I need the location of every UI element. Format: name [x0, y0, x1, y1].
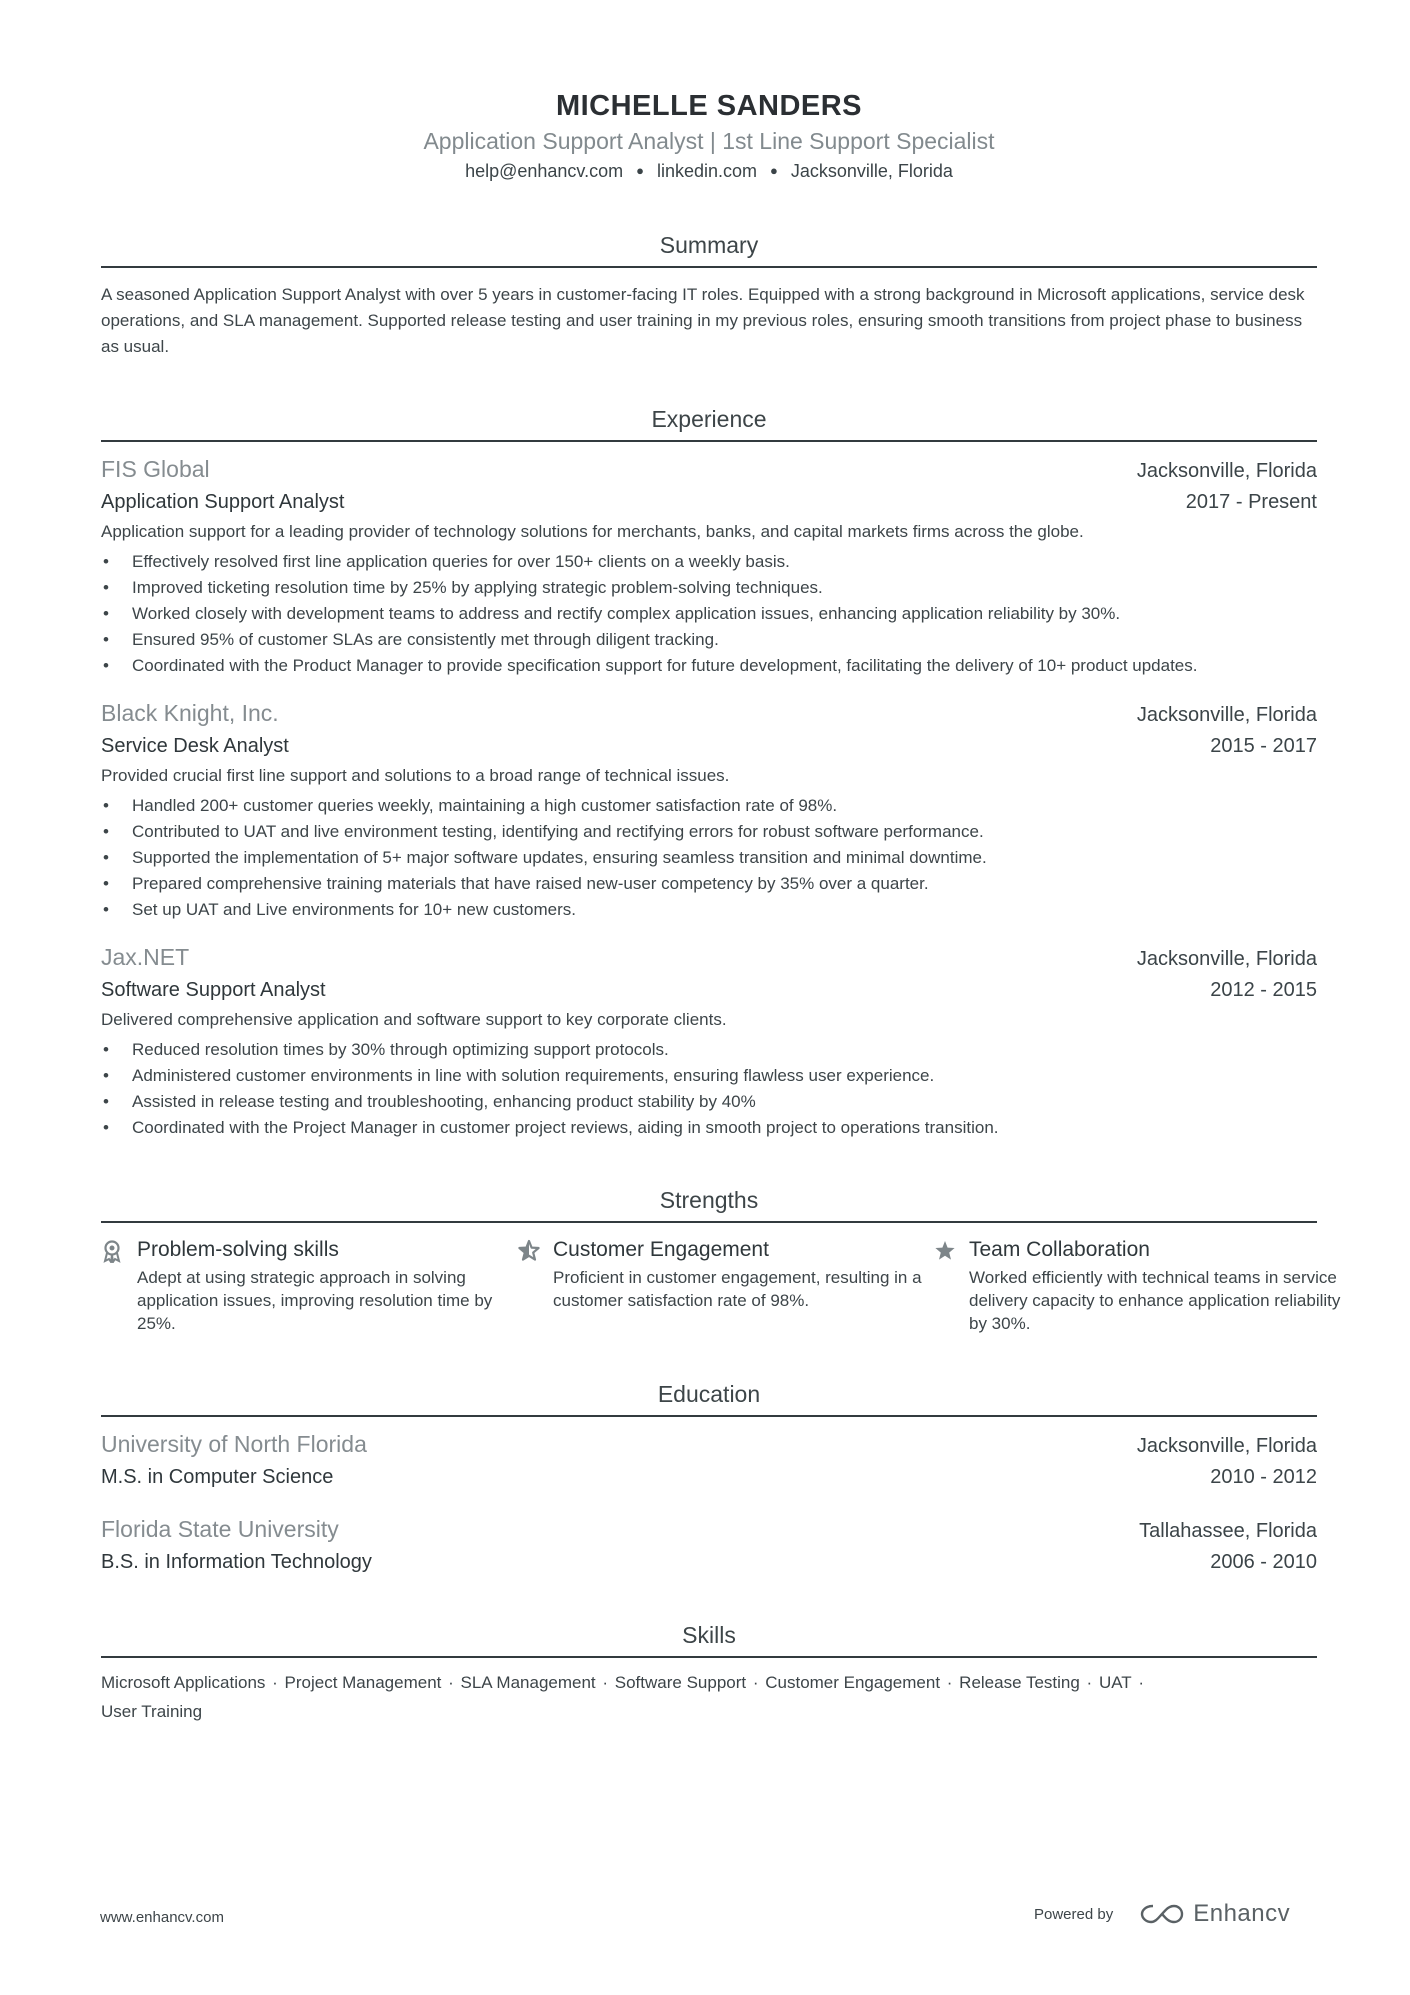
- skill-item: Project Management: [284, 1673, 442, 1692]
- degree: B.S. in Information Technology: [101, 1551, 372, 1573]
- summary-text: A seasoned Application Support Analyst with over 5 years in customer-facing IT roles. Equipped with a strong background in Microsoft applications, service desk operations, and SLA management. Supported release testing and user training in my previous roles, ensuring smooth transitions from project phase to business as usual.: [101, 285, 1305, 356]
- education-heading: Education: [101, 1379, 1317, 1417]
- job-title: Application Support Analyst: [101, 491, 345, 513]
- bullet-item: • Supported the implementation of 5+ major software updates, ensuring seamless transition and minimal downtime.: [101, 845, 1317, 871]
- experience-entry: [101, 942, 1317, 1141]
- skill-item: Software Support: [614, 1673, 747, 1692]
- strength-description: Proficient in customer engagement, resulting in a customer satisfaction rate of 98%.: [553, 1268, 922, 1310]
- job-description: Application support for a leading provider of technology solutions for merchants, banks, and capital markets firms across the globe.: [101, 522, 1084, 541]
- footer-website-link[interactable]: www.enhancv.com: [100, 1909, 224, 1926]
- bullet-item: • Prepared comprehensive training materials that have raised new-user competency by 35% over a quarter.: [101, 871, 1317, 897]
- skill-item: Release Testing: [959, 1673, 1080, 1692]
- job-description: Delivered comprehensive application and software support to key corporate clients.: [101, 1010, 727, 1029]
- strength-item: [933, 1235, 1349, 1335]
- job-bullets: [101, 1037, 1317, 1141]
- skill-item: UAT: [1098, 1673, 1132, 1692]
- location-text: Jacksonville, Florida: [790, 161, 953, 181]
- education-dates: 2006 - 2010: [1210, 1551, 1317, 1573]
- school-name: University of North Florida: [101, 1431, 367, 1457]
- bullet-item: • Ensured 95% of customer SLAs are consistently met through diligent tracking.: [101, 627, 1317, 653]
- job-bullets: [101, 549, 1317, 679]
- company-name: Black Knight, Inc.: [101, 700, 279, 726]
- candidate-name: MICHELLE SANDERS: [555, 90, 863, 122]
- summary-heading: Summary: [101, 230, 1317, 268]
- skill-item: Customer Engagement: [765, 1673, 941, 1692]
- job-dates: 2017 - Present: [1185, 491, 1317, 513]
- education-entry: [101, 1429, 1317, 1493]
- job-bullets: [101, 793, 1317, 923]
- job-description: Provided crucial first line support and solutions to a broad range of technical issues.: [101, 766, 730, 785]
- job-title: Service Desk Analyst: [101, 735, 289, 757]
- job-title: Software Support Analyst: [101, 979, 326, 1001]
- strengths-list: [101, 1235, 1341, 1335]
- bullet-item: • Reduced resolution times by 30% through optimizing support protocols.: [101, 1037, 1317, 1063]
- education-dates: 2010 - 2012: [1210, 1466, 1317, 1488]
- separator-dot: ●: [770, 163, 778, 178]
- job-dates: 2012 - 2015: [1210, 979, 1317, 1001]
- bullet-item: • Assisted in release testing and troubleshooting, enhancing product stability by 40%: [101, 1089, 1317, 1115]
- bullet-item: • Coordinated with the Project Manager in customer project reviews, aiding in smooth project to operations transition.: [101, 1115, 1317, 1141]
- strength-name: Team Collaboration: [969, 1238, 1150, 1261]
- linkedin-link[interactable]: linkedin.com: [656, 161, 757, 181]
- strength-description: Worked efficiently with technical teams in service delivery capacity to enhance application reliability by 30%.: [969, 1268, 1341, 1333]
- footer-branding: [1034, 1900, 1290, 1928]
- company-name: Jax.NET: [101, 944, 190, 970]
- resume-header: [101, 0, 1317, 186]
- award-icon: [101, 1235, 137, 1335]
- strength-item: [101, 1235, 517, 1335]
- skill-item: User Training: [101, 1702, 203, 1721]
- bullet-item: • Improved ticketing resolution time by 25% by applying strategic problem-solving techniques.: [101, 575, 1317, 601]
- contact-line: [101, 158, 1317, 186]
- star-outline-icon: [517, 1235, 553, 1335]
- bullet-item: • Contributed to UAT and live environment testing, identifying and rectifying errors for robust software performance.: [101, 819, 1317, 845]
- bullet-item: • Handled 200+ customer queries weekly, maintaining a high customer satisfaction rate of 98%.: [101, 793, 1317, 819]
- resume-page: [101, 0, 1341, 1726]
- degree: M.S. in Computer Science: [101, 1466, 334, 1488]
- job-dates: 2015 - 2017: [1210, 735, 1317, 757]
- job-location: Jacksonville, Florida: [1136, 460, 1317, 482]
- strength-name: Customer Engagement: [553, 1238, 769, 1261]
- school-location: Tallahassee, Florida: [1139, 1520, 1317, 1542]
- skills-list: Microsoft Applications · Project Management · SLA Management · Software Support · Customer Engagement · Release Testing · UAT · User Training: [101, 1673, 1145, 1721]
- separator-dot: ●: [636, 163, 644, 178]
- bullet-item: • Worked closely with development teams to address and rectify complex application issues, enhancing application reliability by 30%.: [101, 601, 1317, 627]
- email-link[interactable]: help@enhancv.com: [465, 161, 624, 181]
- experience-heading: Experience: [101, 404, 1317, 442]
- school-location: Jacksonville, Florida: [1136, 1435, 1317, 1457]
- experience-entry: [101, 454, 1317, 679]
- enhancv-logo-icon: [1139, 1902, 1185, 1926]
- experience-entry: [101, 698, 1317, 923]
- bullet-item: • Set up UAT and Live environments for 10+ new customers.: [101, 897, 1317, 923]
- company-name: FIS Global: [101, 456, 210, 482]
- powered-by-label: Powered by: [1034, 1905, 1114, 1923]
- enhancv-logo[interactable]: [1139, 1900, 1290, 1928]
- bullet-item: • Coordinated with the Product Manager to provide specification support for future development, facilitating the delivery of 10+ product updates.: [101, 653, 1317, 679]
- star-filled-icon: [933, 1235, 969, 1335]
- skill-item: Microsoft Applications: [101, 1673, 266, 1692]
- skill-item: SLA Management: [460, 1673, 596, 1692]
- skills-heading: Skills: [101, 1620, 1317, 1658]
- strength-description: Adept at using strategic approach in solving application issues, improving resolution time by 25%.: [137, 1268, 493, 1333]
- job-location: Jacksonville, Florida: [1136, 704, 1317, 726]
- strength-item: [517, 1235, 933, 1335]
- education-entry: [101, 1514, 1317, 1578]
- job-location: Jacksonville, Florida: [1136, 948, 1317, 970]
- school-name: Florida State University: [101, 1516, 339, 1542]
- strength-name: Problem-solving skills: [137, 1238, 339, 1261]
- candidate-headline: Application Support Analyst | 1st Line Support Specialist: [423, 128, 995, 154]
- strengths-heading: Strengths: [101, 1185, 1317, 1223]
- bullet-item: • Administered customer environments in line with solution requirements, ensuring flawless user experience.: [101, 1063, 1317, 1089]
- brand-name: Enhancv: [1193, 1900, 1291, 1927]
- bullet-item: • Effectively resolved first line application queries for over 150+ clients on a weekly basis.: [101, 549, 1317, 575]
